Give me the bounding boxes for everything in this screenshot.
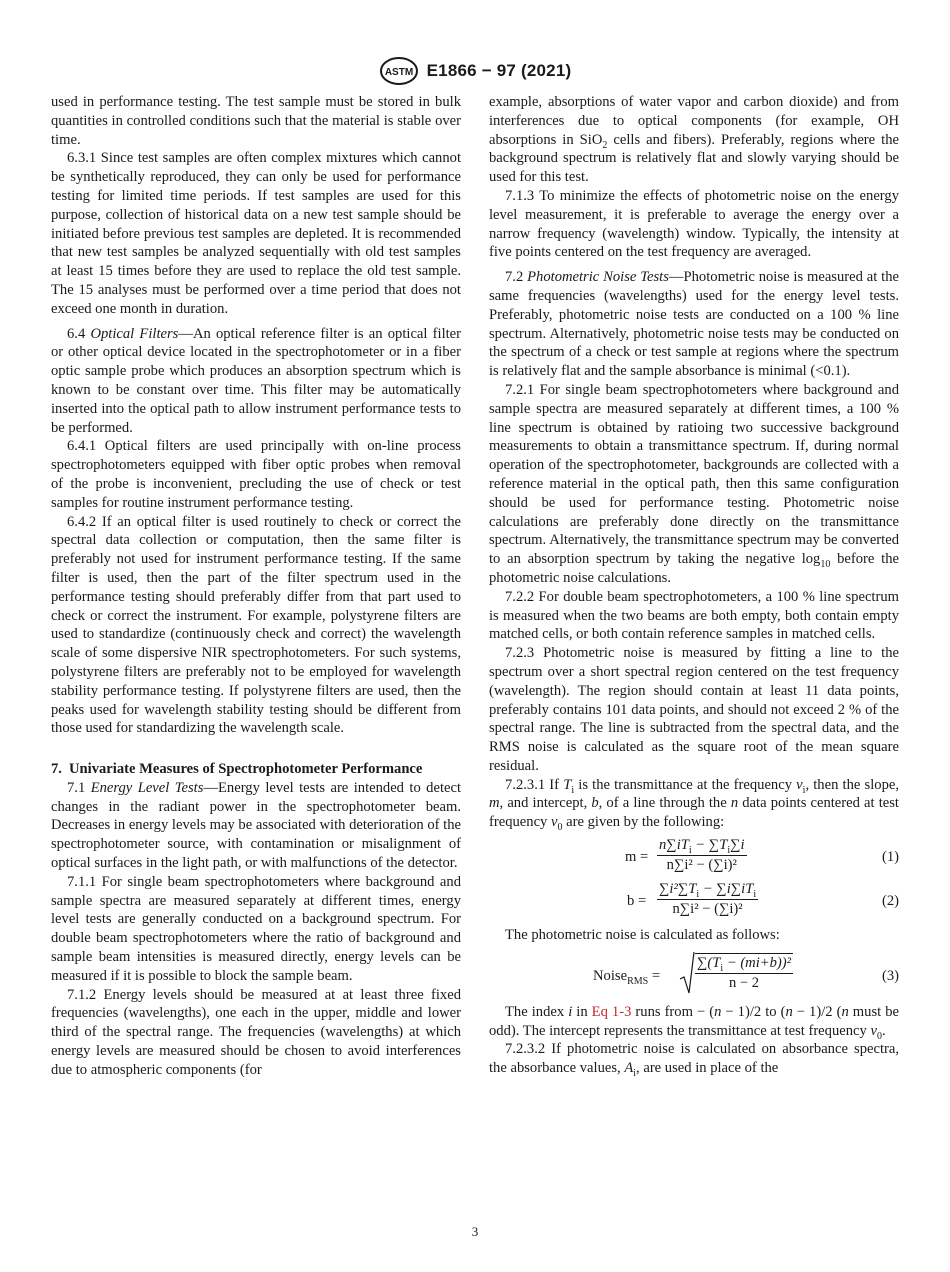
paragraph: used in performance testing. The test sample must be stored in bulk quantities in controlled conditions such that the material is stable over time.	[51, 94, 461, 148]
paragraph-6-4-1: 6.4.1 Optical filters are used principally with on-line process spectrophotometers equipped with fiber optic probes when removal of the probe is inconvenient, precluding the use of check or test samples for routine instrument performance testing.	[51, 438, 461, 511]
paragraph-7-2-3: 7.2.3 Photometric noise is measured by fitting a line to the spectrum over a short spectral region centered on the test frequency (wavelength). The region should contain at least 11 data points, preferably contains 101 data points, and should not exceed 2 % of the spectral range. The line is subtracted from the spectral data, and the RMS noise is calculated as the square root of the mean square residual.	[489, 645, 899, 774]
equation-1-number: (1)	[881, 849, 899, 866]
paragraph-7-2: 7.2 Photometric Noise Tests—Photometric noise is measured at the same frequencies (wavelengths) used for the energy level tests. Preferably, photometric noise tests are conducted on a 100 % line spectrum. Alternatively, photometric noise tests may be conducted on the spectrum of a check or test sample at regions where the spectrum is relatively flat and the sample absorbance is minimal (<0.1).	[489, 269, 899, 380]
paragraph-7-2-2: 7.2.2 For double beam spectrophotometers, a 100 % line spectrum is measured when the two beams are both empty, both contain empty matched cells, or both contain reference samples in matched cells.	[489, 588, 899, 643]
paragraph-7-1-2: 7.1.2 Energy levels should be measured at at least three fixed frequencies (wavelengths), one each in the upper, middle and lower third of the spectral range. The frequencies (wavelengths) at which energy levels are measured should be chosen to avoid interferences due to atmospheric components (for	[51, 986, 461, 1078]
section-7-heading: 7. Univariate Measures of Spectrophotometer Performance	[51, 761, 423, 778]
svg-text:ASTM: ASTM	[384, 67, 413, 78]
left-column	[51, 93, 461, 1080]
equation-2-fraction	[657, 880, 758, 919]
equation-3	[489, 949, 899, 999]
equation-1-denominator: n∑i² − (∑i)²	[666, 856, 737, 873]
paragraph-6-3-1: 6.3.1 Since test samples are often complex mixtures which cannot be synthetically reproduced, they can only be used for performance testing for limited time periods. If test samples are used for this purpose, collection of historical data on a new test sample should be initiated before previous test samples are depleted. It is recommended that new test samples be analyzed sequentially with old test samples at least 15 times before they are used to replace the old test sample. The 15 analyses must be performed over a time period that does not exceed one month in duration.	[51, 150, 461, 317]
equation-2-numerator: $\sum i^2\sum T_i - \sum i\sum iT_i$	[659, 881, 757, 900]
equation-2-lhs: b =	[627, 893, 647, 910]
page-number: 3	[471, 1224, 479, 1239]
equation-1-fraction	[657, 836, 747, 875]
paragraph-6-4: 6.4 Optical Filters—An optical reference filter is an optical filter or other optical device located in the spectrophotometer or in a fiber optic sample probe which produces an absorption spectrum which is known to be constant over time. This filter may be automatically inserted into the optical path to allow instrument performance tests to be performed.	[51, 325, 462, 436]
equation-1	[489, 836, 899, 876]
astm-logo-icon	[379, 56, 419, 86]
paragraph-6-4-2: 6.4.2 If an optical filter is used routinely to check or correct the spectral data collection or computation, then the same filter is preferably not used for instrument performance testing. If the same filter is used, then the part of the filter spectrum used in the performance testing should preferably differ from that part used to check or correct the instrument. For example, polystyrene filters are used to standardize (continuously check and correct) the wavelength scale of some dispersive NIR spectrophotometers. For such systems, polystyrene filters are preferably not to be employed for wavelength stability performance testing. If polystyrene filters are used, then the peaks used for wavelength stability testing should be different from those used for standardizing the wavelength scale.	[51, 513, 461, 737]
paragraph-7-2-3-1: 7.2.3.1 If $T_i$ is the transmittance at the frequency $v_i$, then the slope, m, and intercept, b, of a line through the n data points centered at test frequency $v_0$ are given by the following:	[489, 776, 899, 834]
paragraph-noise-intro: The photometric noise is calculated as follows:	[505, 927, 780, 944]
equation-3-fraction	[695, 953, 793, 993]
paragraph-7-1: 7.1 Energy Level Tests—Energy level tests are intended to detect changes in the radiant power in the spectrophotometer beam. Decreases in energy levels may be associated with deterioration of the spectrophotometer source, with contamination or misalignment of optical surfaces in the light path, or with malfunctions of the detector.	[51, 779, 462, 872]
equation-3-lhs: Noise$_{RMS}$ =	[593, 967, 661, 987]
paragraph-7-1-1: 7.1.1 For single beam spectrophotometers where background and sample spectra are measured separately at different times, energy level tests are generally conducted on a background spectrum. For double beam spectrophotometers where the ratio of background and sample beam intensities is measured directly, energy levels can be measured if it is possible to block the sample beam.	[51, 873, 461, 984]
equation-reference-link[interactable]: Eq 1-3	[591, 1003, 632, 1020]
paragraph-continued: example, absorptions of water vapor and carbon dioxide) and from interferences due to optical components (for example, OH absorptions in SiO$_2$ cells and fibers). Preferably, regions where the background spectrum is relatively flat and slowly varying should be used for this test.	[489, 94, 899, 186]
equation-1-lhs: m =	[625, 849, 649, 866]
equation-2-denominator: n∑i² − (∑i)²	[672, 900, 743, 917]
equation-3-number: (3)	[881, 967, 899, 984]
equation-2-number: (2)	[881, 893, 899, 910]
equation-3-denominator: n − 2	[728, 974, 760, 991]
paragraph-7-2-3-2: 7.2.3.2 If photometric noise is calculated on absorbance spectra, the absorbance values, $A_i$, are used in place of the	[489, 1041, 899, 1080]
equation-1-numerator: $n\sum iT_i - \sum T_i\sum i$	[659, 837, 745, 856]
page-header	[0, 56, 950, 86]
right-column	[489, 93, 899, 1078]
document-designation: E1866 − 97 (2021)	[426, 61, 572, 80]
equation-3-numerator: $\sum(T_i - (mi+b))^2$	[697, 954, 792, 974]
paragraph-index: The index i in Eq 1-3 runs from − (n − 1)/2 to (n − 1)/2 (n must be odd). The intercept represents the transmittance at test frequency $v_0$.	[489, 1003, 899, 1042]
equation-2	[489, 880, 899, 920]
paragraph-7-2-1: 7.2.1 For single beam spectrophotometers where background and sample spectra are measured separately at different times, a 100 % line spectrum is obtained by ratioing two successive background measurements to obtain a transmittance spectrum. If, during normal operation of the spectrophotometer, backgrounds are collected with a reference material in the optical path, then this same configuration should be used for performance testing. Photometric noise calculations are preferably done directly on the transmittance spectrum. Alternatively, the transmittance spectrum may be converted to an absorption spectrum by taking the negative $\log_{10}$ before the photometric noise calculations.	[489, 381, 899, 586]
paragraph-7-1-3: 7.1.3 To minimize the effects of photometric noise on the energy level measurement, it is preferable to average the energy over a narrow frequency (wavelength) window. Typically, the intensity at five points centered on the test frequency are averaged.	[489, 187, 899, 261]
square-root-icon	[679, 951, 695, 995]
